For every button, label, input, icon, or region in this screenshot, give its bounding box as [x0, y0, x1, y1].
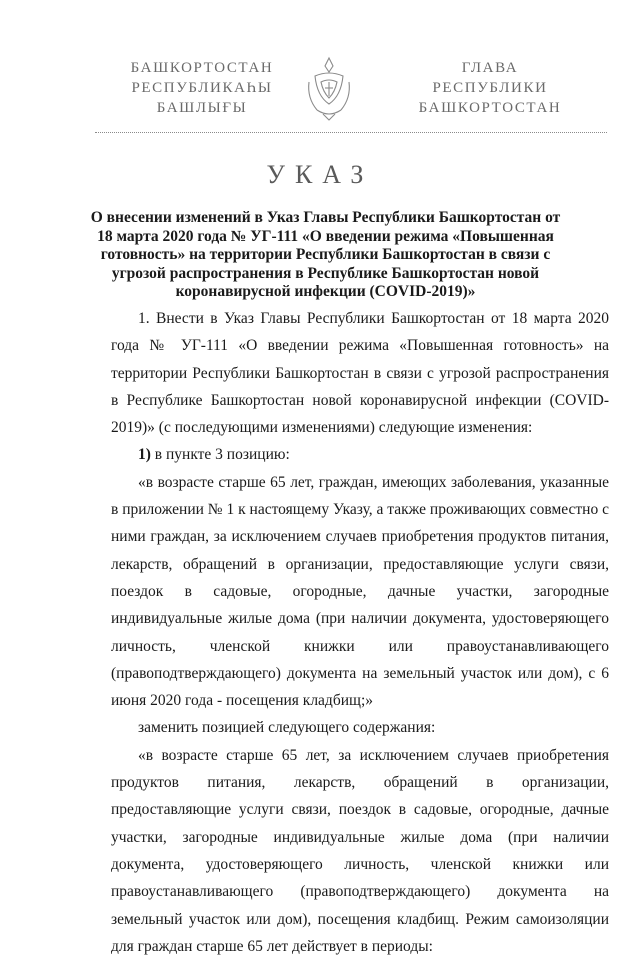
header-right-line: БАШКОРТОСТАН: [418, 100, 562, 116]
quote-old-position: «в возрасте старше 65 лет, граждан, имеющих заболевания, указанные в приложении № 1 к настоящему Указу, а также проживающих совместно с ними граждан, за исключением случаев приобретения продуктов питания, лекарств, обращений в организации, предоставляющие услуги связи, поездок в садовые, огородные, дачные участки, загородные индивидуальные жилые дома (при наличии документа, удостоверяющего личность, членской книжки или правоустанавливающего (правоподтверждающего) документа на земельный участок или дом), с 6 июня 2020 года - посещения кладбищ;»: [111, 473, 609, 710]
header-russian-title: [390, 58, 590, 118]
coat-of-arms-icon: [303, 52, 355, 124]
quote-new-position: «в возрасте старше 65 лет, за исключением случаев приобретения продуктов питания, лекарств, обращений в организации, предоставляющие услуги связи, поездок в садовые, огородные, дачные участки, загородные индивидуальные жилые дома (при наличии документа, удостоверяющего личность, членской книжки или правоустанавливающего (правоподтверждающего) документа на земельный участок или дом), посещения кладбищ. Режим самоизоляции для граждан старше 65 лет действует в периоды:: [111, 746, 609, 955]
header-divider: [95, 132, 607, 133]
header-bashkir-title: [112, 58, 292, 118]
header-left-line: БАШЛЫҒЫ: [156, 100, 248, 116]
item-number: 1): [138, 446, 151, 464]
replace-instruction: заменить позицией следующего содержания:: [138, 719, 436, 737]
paragraph-1: 1. Внести в Указ Главы Республики Башкортостан от 18 марта 2020 года № УГ-111 «О введении режима «Повышенная готовность» на территории Республики Башкортостан в связи с угрозой распространения в Республике Башкортостан новой коронавирусной инфекции (COVID-2019)» (с последующими изменениями) следующие изменения:: [111, 310, 609, 437]
item-text: в пункте 3 позицию:: [150, 446, 290, 464]
header-left-line: РЕСПУБЛИКАҺЫ: [131, 80, 273, 96]
document-title: УКАЗ: [266, 160, 374, 189]
header-right-line: ГЛАВА: [461, 60, 519, 76]
document-subject: О внесении изменений в Указ Главы Республики Башкортостан от 18 марта 2020 года № УГ-111 «О введении режима «Повышенная готовность» на территории Республики Башкортостан в связи с угрозой распространения в Республике Башкортостан новой коронавирусной инфекции (COVID-2019)»: [90, 209, 561, 300]
document-body: [111, 305, 609, 960]
header-left-line: БАШКОРТОСТАН: [130, 60, 274, 76]
header-right-line: РЕСПУБЛИКИ: [432, 80, 548, 96]
item-1: [111, 441, 609, 468]
